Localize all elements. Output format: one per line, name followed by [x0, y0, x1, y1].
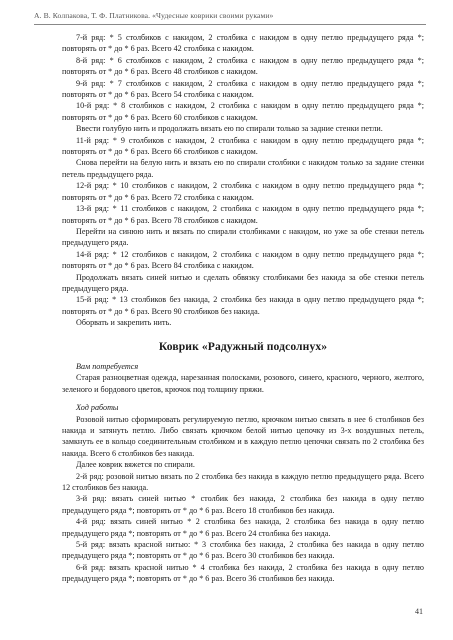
paragraph: Далее коврик вяжется по спирали. [76, 460, 195, 470]
paragraph: Розовой нитью сформировать регулируемую петлю, крючком нитью связать в нее 6 столбиков без накида и затянуть петлю. Либо связать крючком белой нитью цепочку из 3-х воздушных петель, замкнуть ее в кольцо соединительным столбиком и в каждую петлю цепочки связать по 2 столбика без накида. Всего 6 столбиков без накида. [62, 414, 424, 458]
paragraph: 7-й ряд: * 5 столбиков с накидом, 2 столбика с накидом в одну петлю предыдущего ряда *; повторять от * до * 6 раз. Всего 42 столбика с накидом. [62, 33, 424, 54]
paragraph: 8-й ряд: * 6 столбиков с накидом, 2 столбика с накидом в одну петлю предыдущего ряда *; повторять от * до * 6 раз. Всего 48 столбиков с накидом. [62, 55, 424, 77]
page-body [62, 32, 424, 585]
materials-heading: Вам потребуется [76, 361, 139, 371]
section-title: Коврик «Радужный подсолнух» [158, 339, 328, 353]
paragraph: 11-й ряд: * 9 столбиков с накидом, 2 столбика с накидом в одну петлю предыдущего ряда *; повторять от * до * 6 раз. Всего 66 столбиков с накидом. [62, 135, 424, 157]
paragraph: 2-й ряд: розовой нитью вязать по 2 столбика без накида в каждую петлю предыдущего ряда. Всего 12 столбиков без накида. [62, 471, 424, 493]
paragraph: Перейти на синюю нить и вязать по спирали столбиками с накидом, но уже за обе стенки петель предыдущего ряда. [62, 226, 424, 248]
paragraph: 5-й ряд: вязать красной нитью: * 3 столбика без накида, 2 столбика без накида в одну петлю предыдущего ряда *; повторять от * до * 6 раз. Всего 30 столбиков без накида. [62, 540, 424, 561]
paragraph: 9-й ряд: * 7 столбиков с накидом, 2 столбика с накидом в одну петлю предыдущего ряда *; повторять от * до * 6 раз. Всего 54 столбика с накидом. [62, 78, 424, 100]
paragraph: Ввести голубую нить и продолжать вязать ею по спирали только за задние стенки петли. [76, 124, 383, 134]
header-rule [34, 24, 426, 25]
running-head: А. В. Колпакова, Т. Ф. Платникова. «Чудесные коврики своими руками» [34, 11, 274, 20]
paragraph: 14-й ряд: * 12 столбиков с накидом, 2 столбика с накидом в одну петлю предыдущего ряда *; повторять от * до * 6 раз. Всего 84 столбика с накидом. [62, 249, 424, 271]
paragraph: 12-й ряд: * 10 столбиков с накидом, 2 столбика с накидом в одну петлю предыдущего ряда *; повторять от * до * 6 раз. Всего 72 столбика с накидом. [62, 181, 424, 202]
procedure-heading: Ход работы [76, 403, 119, 413]
page-number: 41 [415, 607, 423, 616]
spacer [62, 395, 424, 402]
paragraph: 10-й ряд: * 8 столбиков с накидом, 2 столбика с накидом в одну петлю предыдущего ряда *; повторять от * до * 6 раз. Всего 60 столбиков с накидом. [62, 101, 424, 122]
paragraph: 3-й ряд: вязать синей нитью * столбик без накида, 2 столбика без накида в одну петлю предыдущего ряда *; повторять от * до * 6 раз. Всего 18 столбиков без накида. [62, 494, 424, 515]
paragraph: 15-й ряд: * 13 столбиков без накида, 2 столбика без накида в одну петлю предыдущего ряда *; повторять от * до * 6 раз. Всего 90 столбиков без накида. [62, 295, 424, 316]
materials-text: Старая разноцветная одежда, нарезанная полосками, розового, синего, красного, черного, желтого, зеленого и бордового цветов, крючок под толщину пряжи. [62, 373, 424, 394]
paragraph: Снова перейти на белую нить и вязать ею по спирали столбики с накидом только за задние стенки петель предыдущего ряда. [62, 158, 424, 179]
paragraph: 13-й ряд: * 11 столбиков с накидом, 2 столбика с накидом в одну петлю предыдущего ряда *; повторять от * до * 6 раз. Всего 78 столбиков с накидом. [62, 204, 424, 225]
paragraph: 4-й ряд: вязать синей нитью * 2 столбика без накида, 2 столбика без накида в одну петлю предыдущего ряда *; повторять от * до * 6 раз. Всего 24 столбика без накида. [62, 517, 424, 538]
paragraph: 6-й ряд: вязать красной нитью * 4 столбика без накида, 2 столбика без накида в одну петлю предыдущего ряда *; повторять от * до * 6 раз. Всего 36 столбиков без накида. [62, 562, 424, 584]
paragraph: Оборвать и закрепить нить. [76, 318, 172, 328]
paragraph: Продолжать вязать синей нитью и сделать обвязку столбиками без накида за обе стенки петель предыдущего ряда. [62, 272, 424, 293]
